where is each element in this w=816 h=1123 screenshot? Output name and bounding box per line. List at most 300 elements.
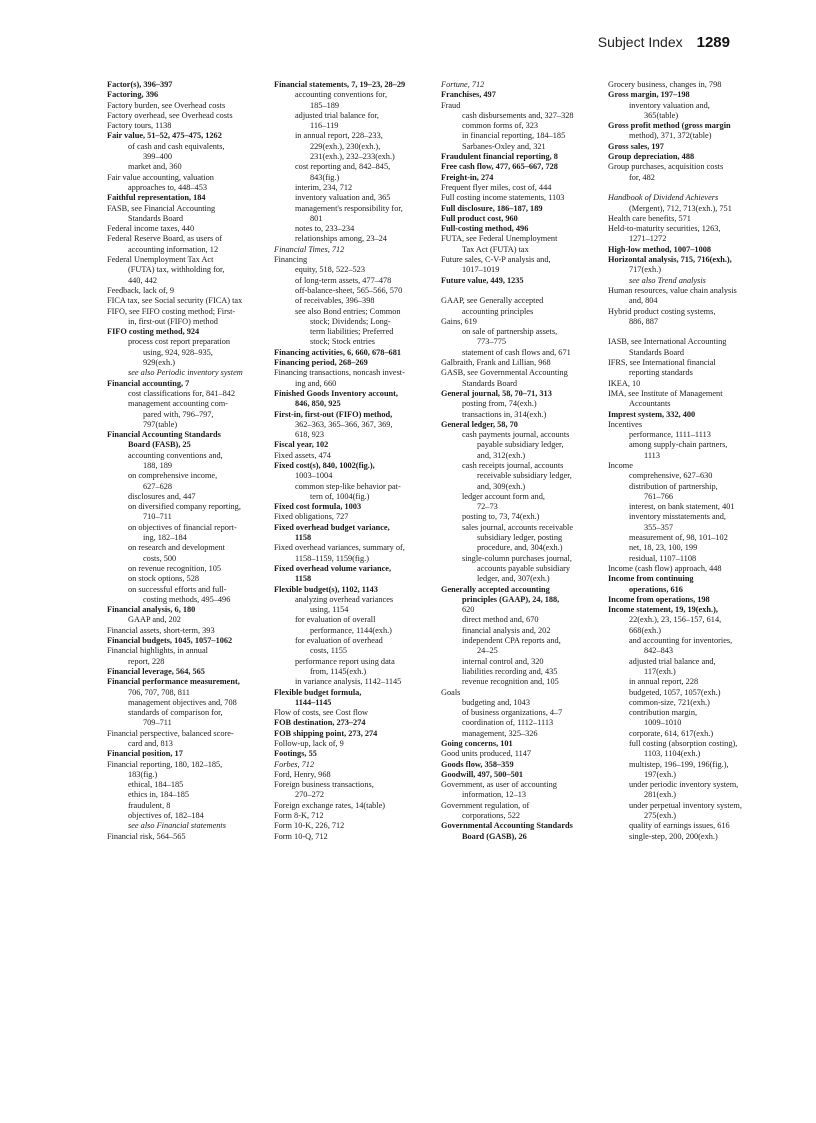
index-subentry: corporate, 614, 617(exh.): [629, 728, 714, 738]
index-entry: Factory tours, 1138: [107, 121, 172, 131]
index-subentry: accounting conventions and,: [128, 450, 223, 460]
index-entry: IASB, see International Accounting: [608, 337, 727, 347]
index-entry: Forbes, 712: [274, 759, 315, 769]
index-subentry: information, 12–13: [462, 790, 527, 800]
index-subentry: 399–400: [143, 152, 173, 162]
index-subentry: see also Periodic inventory system: [128, 368, 243, 378]
index-subentry: inventory valuation and,: [629, 100, 710, 110]
index-subentry: in variance analysis, 1142–1145: [295, 677, 402, 687]
index-subentry: 627–628: [143, 481, 173, 491]
index-subentry: comprehensive, 627–630: [629, 471, 713, 481]
index-subentry: 886, 887: [629, 316, 659, 326]
index-subentry: Board (FASB), 25: [128, 440, 191, 450]
index-subentry: method), 371, 372(table): [629, 131, 712, 141]
index-subentry: GAAP and, 202: [128, 615, 181, 625]
index-subentry: cost classifications for, 841–842: [128, 388, 236, 398]
index-subentry: (Mergent), 712, 713(exh.), 751: [629, 203, 732, 213]
index-entry: Future sales, C-V-P analysis and,: [441, 255, 551, 265]
index-entry: Income (cash flow) approach, 448: [608, 563, 722, 573]
index-subentry: Board (GASB), 26: [462, 831, 527, 841]
index-entry: FASB, see Financial Accounting: [107, 203, 216, 213]
index-subentry: distribution of partnership,: [629, 481, 718, 491]
index-entry: Financial statements, 7, 19–23, 28–29: [274, 80, 406, 89]
index-entry: Group purchases, acquisition costs: [608, 162, 724, 172]
index-entry: Flexible budget(s), 1102, 1143: [274, 584, 378, 594]
index-subentry: and, 312(exh.): [477, 450, 526, 460]
index-subentry: management's responsibility for,: [295, 203, 403, 213]
index-subentry: 717(exh.): [629, 265, 662, 275]
index-subentry: procedure, and, 304(exh.): [477, 543, 563, 553]
index-subentry: in financial reporting, 184–185: [462, 131, 566, 141]
index-subentry: operations, 616: [629, 584, 683, 594]
index-subentry: cost reporting and, 842–845,: [295, 162, 391, 172]
index-subentry: 183(fig.): [128, 769, 158, 779]
index-subentry: and, 309(exh.): [477, 481, 526, 491]
index-subentry: 1158–1159, 1159(fig.): [295, 553, 369, 563]
index-subentry: Standards Board: [629, 347, 685, 357]
index-subentry: card and, 813: [128, 739, 173, 748]
index-entry: Fixed overhead volume variance,: [274, 563, 392, 573]
index-subentry: 24–25: [477, 646, 498, 656]
index-subentry: off-balance-sheet, 565–566, 570: [295, 285, 403, 295]
index-entry: Faithful representation, 184: [107, 193, 206, 203]
index-entry: Fixed obligations, 727: [274, 512, 349, 522]
index-subentry: inventory misstatements and,: [629, 512, 727, 522]
index-subentry: 116–119: [310, 121, 339, 131]
index-subentry: liabilities recording and, 435: [462, 666, 558, 676]
index-subentry: under periodic inventory system,: [629, 780, 739, 790]
index-subentry: process cost report preparation: [128, 337, 231, 347]
index-subentry: 706, 707, 708, 811: [128, 687, 190, 697]
index-entry: Health care benefits, 571: [608, 213, 691, 223]
index-entry: Handbook of Dividend Achievers: [608, 193, 719, 203]
index-subentry: coordination of, 1112–1113: [462, 718, 554, 728]
index-entry: Gross margin, 197–198: [608, 90, 690, 100]
index-subentry: direct method and, 670: [462, 615, 539, 625]
index-subentry: 270–272: [295, 790, 325, 800]
index-subentry: costs, 1155: [310, 646, 348, 656]
index-entry: Generally accepted accounting: [441, 584, 550, 594]
index-subentry: on stock options, 528: [128, 574, 199, 584]
index-entry: Fixed cost formula, 1003: [274, 502, 362, 512]
index-subentry: cash receipts journal, accounts: [462, 460, 564, 470]
index-subentry: on objectives of financial report-: [128, 522, 237, 532]
index-subentry: 842–843: [644, 646, 674, 656]
index-entry: Good units produced, 1147: [441, 749, 532, 759]
index-subentry: 22(exh.), 23, 156–157, 614,: [629, 615, 722, 625]
index-subentry: 440, 442: [128, 275, 158, 285]
index-entry: Foreign business transactions,: [274, 780, 374, 790]
index-subentry: accounts payable subsidiary: [477, 563, 571, 573]
index-subentry: under perpetual inventory system,: [629, 800, 742, 810]
index-entry: Free cash flow, 477, 665–667, 728: [441, 162, 558, 172]
index-entry: Financial risk, 564–565: [107, 831, 186, 841]
index-entry: Income from continuing: [608, 574, 694, 584]
index-entry: Financing transactions, noncash invest-: [274, 368, 405, 378]
index-entry: Foreign exchange rates, 14(table): [274, 800, 386, 810]
index-entry: First-in, first-out (FIFO) method,: [274, 409, 393, 419]
index-subentry: posting from, 74(exh.): [462, 399, 537, 409]
index-entry: FUTA, see Federal Unemployment: [441, 234, 558, 244]
index-entry: Fair value accounting, valuation: [107, 172, 214, 182]
index-subentry: 185–189: [310, 100, 340, 110]
index-entry: Income: [608, 460, 633, 470]
index-subentry: pared with, 796–797,: [143, 409, 214, 419]
index-subentry: 117(exh.): [644, 666, 676, 676]
index-subentry: common forms of, 323: [462, 121, 539, 131]
index-subentry: principles (GAAP), 24, 188,: [462, 594, 560, 604]
index-entry: Full-costing method, 496: [441, 224, 529, 234]
index-subentry: ledger account form and,: [462, 491, 545, 501]
index-subentry: ledger, and, 307(exh.): [477, 574, 550, 584]
index-entry: Fixed assets, 474: [274, 450, 331, 460]
index-entry: Follow-up, lack of, 9: [274, 739, 344, 748]
index-subentry: 1113: [644, 450, 660, 460]
index-entry: Goodwill, 497, 500–501: [441, 769, 524, 779]
index-subentry: contribution margin,: [629, 708, 698, 718]
index-entry: Income statement, 19, 19(exh.),: [608, 605, 718, 615]
index-entry: Federal income taxes, 440: [107, 224, 195, 234]
index-entry: Frequent flyer miles, cost of, 444: [441, 182, 552, 192]
index-entry: General ledger, 58, 70: [441, 419, 518, 429]
index-entry: IKEA, 10: [608, 378, 641, 388]
index-subentry: term liabilities; Preferred: [310, 327, 394, 337]
index-entry: Government, as user of accounting: [441, 780, 557, 790]
index-entry: Flow of costs, see Cost flow: [274, 708, 369, 718]
index-entry: General journal, 58, 70–71, 313: [441, 388, 552, 398]
index-subentry: reporting standards: [629, 368, 693, 378]
index-subentry: approaches to, 448–453: [128, 182, 208, 192]
index-subentry: receivable subsidiary ledger,: [477, 471, 572, 481]
index-subentry: (FUTA) tax, withholding for,: [128, 265, 225, 275]
index-entry: Fiscal year, 102: [274, 440, 329, 450]
index-entry: GAAP, see Generally accepted: [441, 296, 544, 306]
index-subentry: stock; Dividends; Long-: [310, 316, 391, 326]
index-subentry: on sale of partnership assets,: [462, 327, 558, 337]
index-subentry: statement of cash flows and, 671: [462, 347, 571, 357]
index-entry: Financial accounting, 7: [107, 378, 190, 388]
index-subentry: budgeting and, 1043: [462, 697, 530, 707]
index-entry: Financial budgets, 1045, 1057–1062: [107, 636, 233, 646]
index-subentry: measurement of, 98, 101–102: [629, 533, 728, 543]
index-subentry: ethics in, 184–185: [128, 790, 190, 800]
index-column-1: [107, 80, 265, 842]
index-entry: Flexible budget formula,: [274, 687, 362, 697]
index-entry: Government regulation, of: [441, 800, 530, 810]
index-subentry: 229(exh.), 230(exh.),: [310, 141, 381, 151]
index-subentry: 1158: [295, 574, 312, 584]
index-subentry: Accountants: [629, 399, 671, 409]
index-entry: Financial position, 17: [107, 749, 183, 759]
index-entry: Form 10-Q, 712: [274, 831, 328, 841]
index-subentry: subsidiary ledger, posting: [477, 533, 563, 543]
index-subentry: 197(exh.): [644, 769, 677, 779]
index-entry: Financing activities, 6, 660, 678–681: [274, 347, 401, 357]
index-subentry: independent CPA reports and,: [462, 636, 561, 646]
index-subentry: management accounting com-: [128, 399, 228, 409]
index-subentry: among supply-chain partners,: [629, 440, 728, 450]
index-subentry: 275(exh.): [644, 811, 677, 821]
index-entry: Fraud: [441, 100, 461, 110]
index-subentry: tern of, 1004(fig.): [310, 491, 370, 501]
letter-gap: [608, 183, 766, 193]
index-subentry: full costing (absorption costing),: [629, 739, 738, 748]
index-entry: Financing: [274, 255, 308, 265]
index-subentry: 281(exh.): [644, 790, 677, 800]
index-subentry: 355–357: [644, 522, 674, 532]
index-subentry: management objectives and, 708: [128, 697, 237, 707]
index-subentry: 773–775: [477, 337, 507, 347]
index-subentry: 72–73: [477, 502, 498, 512]
index-subentry: on successful efforts and full-: [128, 584, 227, 594]
index-column-4: [608, 80, 766, 842]
index-subentry: 843(fig.): [310, 172, 340, 182]
index-subentry: 846, 850, 925: [295, 399, 341, 409]
index-entry: Future value, 449, 1235: [441, 275, 524, 285]
index-subentry: posting to, 73, 74(exh.): [462, 512, 540, 522]
index-subentry: 1103, 1104(exh.): [644, 749, 701, 759]
index-subentry: single-step, 200, 200(exh.): [629, 831, 718, 841]
index-entry: Hybrid product costing systems,: [608, 306, 716, 316]
index-entry: Form 10-K, 226, 712: [274, 821, 345, 831]
index-subentry: analyzing overhead variances: [295, 594, 394, 604]
index-entry: Footings, 55: [274, 749, 317, 759]
index-entry: Factory burden, see Overhead costs: [107, 100, 226, 110]
index-subentry: 1017–1019: [462, 265, 500, 275]
index-subentry: performance report using data: [295, 656, 395, 666]
index-entry: Financial Accounting Standards: [107, 430, 221, 440]
index-entry: Held-to-maturity securities, 1263,: [608, 224, 721, 234]
index-entry: Full costing income statements, 1103: [441, 193, 565, 203]
index-subentry: 1009–1010: [644, 718, 682, 728]
index-subentry: from, 1145(exh.): [310, 666, 367, 676]
index-subentry: payable subsidiary ledger,: [477, 440, 564, 450]
index-subentry: 709–711: [143, 718, 172, 728]
index-subentry: Standards Board: [462, 378, 518, 388]
index-subentry: on research and development: [128, 543, 225, 553]
index-entry: GASB, see Governmental Accounting: [441, 368, 568, 378]
index-subentry: disclosures and, 447: [128, 491, 196, 501]
index-subentry: for, 482: [629, 172, 655, 182]
section-title: Subject Index: [597, 34, 683, 50]
index-subentry: accounting principles: [462, 306, 534, 316]
index-subentry: 188, 189: [143, 460, 173, 470]
index-subentry: Standards Board: [128, 213, 184, 223]
index-subentry: 801: [310, 213, 323, 223]
index-subentry: single-column purchases journal,: [462, 553, 572, 563]
index-subentry: stock; Stock entries: [310, 337, 375, 347]
index-entry: Imprest system, 332, 400: [608, 409, 696, 419]
index-subentry: in annual report, 228: [629, 677, 699, 687]
index-entry: Group depreciation, 488: [608, 152, 695, 162]
index-entry: Federal Unemployment Tax Act: [107, 255, 214, 265]
index-entry: Goals: [441, 687, 461, 697]
index-subentry: report, 228: [128, 656, 165, 666]
index-subentry: cash disbursements and, 327–328: [462, 110, 574, 120]
index-subentry: standards of comparison for,: [128, 708, 223, 718]
index-subentry: net, 18, 23, 100, 199: [629, 543, 698, 553]
index-subentry: common-size, 721(exh.): [629, 697, 710, 707]
index-subentry: 1271–1272: [629, 234, 667, 244]
index-entry: Goods flow, 358–359: [441, 759, 514, 769]
index-entry: Feedback, lack of, 9: [107, 285, 175, 295]
index-subentry: accounting conventions for,: [295, 90, 388, 100]
index-entry: FOB destination, 273–274: [274, 718, 366, 728]
index-subentry: Sarbanes-Oxley and, 321: [462, 141, 546, 151]
index-subentry: of cash and cash equivalents,: [128, 141, 225, 151]
index-entry: Financing period, 268–269: [274, 358, 368, 368]
index-entry: Fraudulent financial reporting, 8: [441, 152, 558, 162]
index-subentry: 620: [462, 605, 475, 615]
index-subentry: 797(table): [143, 419, 178, 429]
index-entry: Governmental Accounting Standards: [441, 821, 573, 831]
index-subentry: 710–711: [143, 512, 172, 522]
index-entry: Galbraith, Frank and Lillian, 968: [441, 358, 551, 368]
index-subentry: 761–766: [644, 491, 674, 501]
index-subentry: costs, 500: [143, 553, 177, 563]
index-subentry: budgeted, 1057, 1057(exh.): [629, 687, 721, 697]
index-column-2: [274, 80, 432, 842]
index-entry: Gross profit method (gross margin: [608, 121, 731, 131]
index-subentry: of long-term assets, 477–478: [295, 275, 392, 285]
index-subentry: relationships among, 23–24: [295, 234, 387, 244]
index-subentry: interest, on bank statement, 401: [629, 502, 735, 512]
index-subentry: revenue recognition and, 105: [462, 677, 559, 687]
index-subentry: on revenue recognition, 105: [128, 563, 222, 573]
index-entry: Horizontal analysis, 715, 716(exh.),: [608, 255, 732, 265]
index-subentry: ing and, 660: [295, 378, 337, 388]
index-subentry: costing methods, 495–496: [143, 594, 231, 604]
index-entry: Freight-in, 274: [441, 172, 494, 182]
index-subentry: 1003–1004: [295, 471, 333, 481]
index-subentry: in, first-out (FIFO) method: [128, 316, 218, 326]
index-entry: Factor(s), 396–397: [107, 80, 173, 89]
index-entry: FOB shipping point, 273, 274: [274, 728, 378, 738]
index-subentry: see also Financial statements: [128, 821, 226, 831]
index-subentry: see also Bond entries; Common: [295, 306, 401, 316]
index-entry: IMA, see Institute of Management: [608, 388, 723, 398]
page-number: 1289: [696, 34, 730, 51]
index-subentry: notes to, 233–234: [295, 224, 355, 234]
index-entry: Income from operations, 198: [608, 594, 710, 604]
index-entry: Financial perspective, balanced score-: [107, 728, 234, 738]
index-entry: Fixed overhead variances, summary of,: [274, 543, 405, 553]
index-subentry: sales journal, accounts receivable: [462, 522, 574, 532]
index-subentry: ing, 182–184: [143, 533, 187, 543]
index-subentry: accounting information, 12: [128, 244, 219, 254]
index-column-3: [441, 80, 599, 842]
index-subentry: 231(exh.), 232–233(exh.): [310, 152, 395, 162]
index-subentry: equity, 518, 522–523: [295, 265, 365, 275]
index-entry: Financial performance measurement,: [107, 677, 240, 687]
index-subentry: of business organizations, 4–7: [462, 708, 563, 718]
index-entry: Gross sales, 197: [608, 141, 664, 151]
letter-gap: [608, 327, 766, 337]
index-subentry: internal control and, 320: [462, 656, 544, 666]
index-entry: Finished Goods Inventory account,: [274, 388, 399, 398]
index-subentry: 668(exh.): [629, 625, 662, 635]
index-entry: Ford, Henry, 968: [274, 769, 331, 779]
index-entry: Financial reporting, 180, 182–185,: [107, 759, 223, 769]
index-subentry: ethical, 184–185: [128, 780, 184, 790]
index-entry: Financial assets, short-term, 393: [107, 625, 215, 635]
index-entry: Incentives: [608, 419, 643, 429]
index-subentry: performance, 1144(exh.): [310, 625, 392, 635]
index-subentry: on comprehensive income,: [128, 471, 218, 481]
index-subentry: objectives of, 182–184: [128, 811, 204, 821]
index-entry: Form 8-K, 712: [274, 811, 324, 821]
index-entry: Factoring, 396: [107, 90, 159, 100]
index-subentry: on diversified company reporting,: [128, 502, 241, 512]
index-subentry: corporations, 522: [462, 811, 521, 821]
letter-gap: [441, 286, 599, 296]
index-subentry: and, 804: [629, 296, 658, 306]
index-subentry: financial analysis and, 202: [462, 625, 551, 635]
index-subentry: common step-like behavior pat-: [295, 481, 401, 491]
index-entry: Gains, 619: [441, 316, 477, 326]
index-subentry: 365(table): [644, 110, 679, 120]
index-entry: Financial analysis, 6, 180: [107, 605, 196, 615]
index-entry: FIFO costing method, 924: [107, 327, 200, 337]
index-entry: High-low method, 1007–1008: [608, 244, 712, 254]
index-entry: IFRS, see International financial: [608, 358, 716, 368]
index-subentry: see also Trend analysis: [629, 275, 706, 285]
index-entry: Full product cost, 960: [441, 213, 518, 223]
index-subentry: performance, 1111–1113: [629, 430, 711, 440]
index-subentry: 929(exh.): [143, 358, 176, 368]
index-subentry: using, 1154: [310, 605, 349, 615]
index-subentry: 618, 923: [295, 430, 325, 440]
index-entry: Fixed cost(s), 840, 1002(fig.),: [274, 460, 375, 470]
index-subentry: multistep, 196–199, 196(fig.),: [629, 759, 729, 769]
index-entry: Fixed overhead budget variance,: [274, 522, 390, 532]
index-subentry: and accounting for inventories,: [629, 636, 733, 646]
index-subentry: of receivables, 396–398: [295, 296, 375, 306]
index-subentry: 362–363, 365–366, 367, 369,: [295, 419, 393, 429]
index-subentry: in annual report, 228–233,: [295, 131, 383, 141]
index-subentry: using, 924, 928–935,: [143, 347, 213, 357]
index-subentry: adjusted trial balance for,: [295, 110, 379, 120]
index-entry: Fortune, 712: [441, 80, 485, 89]
index-entry: FICA tax, see Social security (FICA) tax: [107, 296, 243, 306]
index-subentry: interim, 234, 712: [295, 182, 353, 192]
index-entry: Financial Times, 712: [274, 244, 345, 254]
index-subentry: 1158: [295, 533, 312, 543]
index-subentry: residual, 1107–1108: [629, 553, 697, 563]
index-entry: Fair value, 51–52, 475–475, 1262: [107, 131, 222, 141]
index-entry: Financial highlights, in annual: [107, 646, 208, 656]
index-entry: Factory overhead, see Overhead costs: [107, 110, 233, 120]
index-entry: Full disclosure, 186–187, 189: [441, 203, 543, 213]
index-subentry: transactions in, 314(exh.): [462, 409, 547, 419]
index-subentry: Tax Act (FUTA) tax: [462, 244, 529, 254]
index-subentry: management, 325–326: [462, 728, 538, 738]
index-entry: Franchises, 497: [441, 90, 496, 100]
index-entry: Financial leverage, 564, 565: [107, 666, 205, 676]
index-subentry: cash payments journal, accounts: [462, 430, 570, 440]
index-entry: Human resources, value chain analysis: [608, 285, 737, 295]
page-header: [598, 34, 730, 51]
index-entry: Grocery business, changes in, 798: [608, 80, 722, 89]
index-subentry: quality of earnings issues, 616: [629, 821, 730, 831]
index-subentry: adjusted trial balance and,: [629, 656, 716, 666]
index-subentry: fraudulent, 8: [128, 800, 171, 810]
index-subentry: market and, 360: [128, 162, 182, 172]
index-subentry: for evaluation of overall: [295, 615, 376, 625]
index-entry: Going concerns, 101: [441, 739, 513, 748]
index-entry: Federal Reserve Board, as users of: [107, 234, 223, 244]
index-subentry: 1144–1145: [295, 697, 332, 707]
